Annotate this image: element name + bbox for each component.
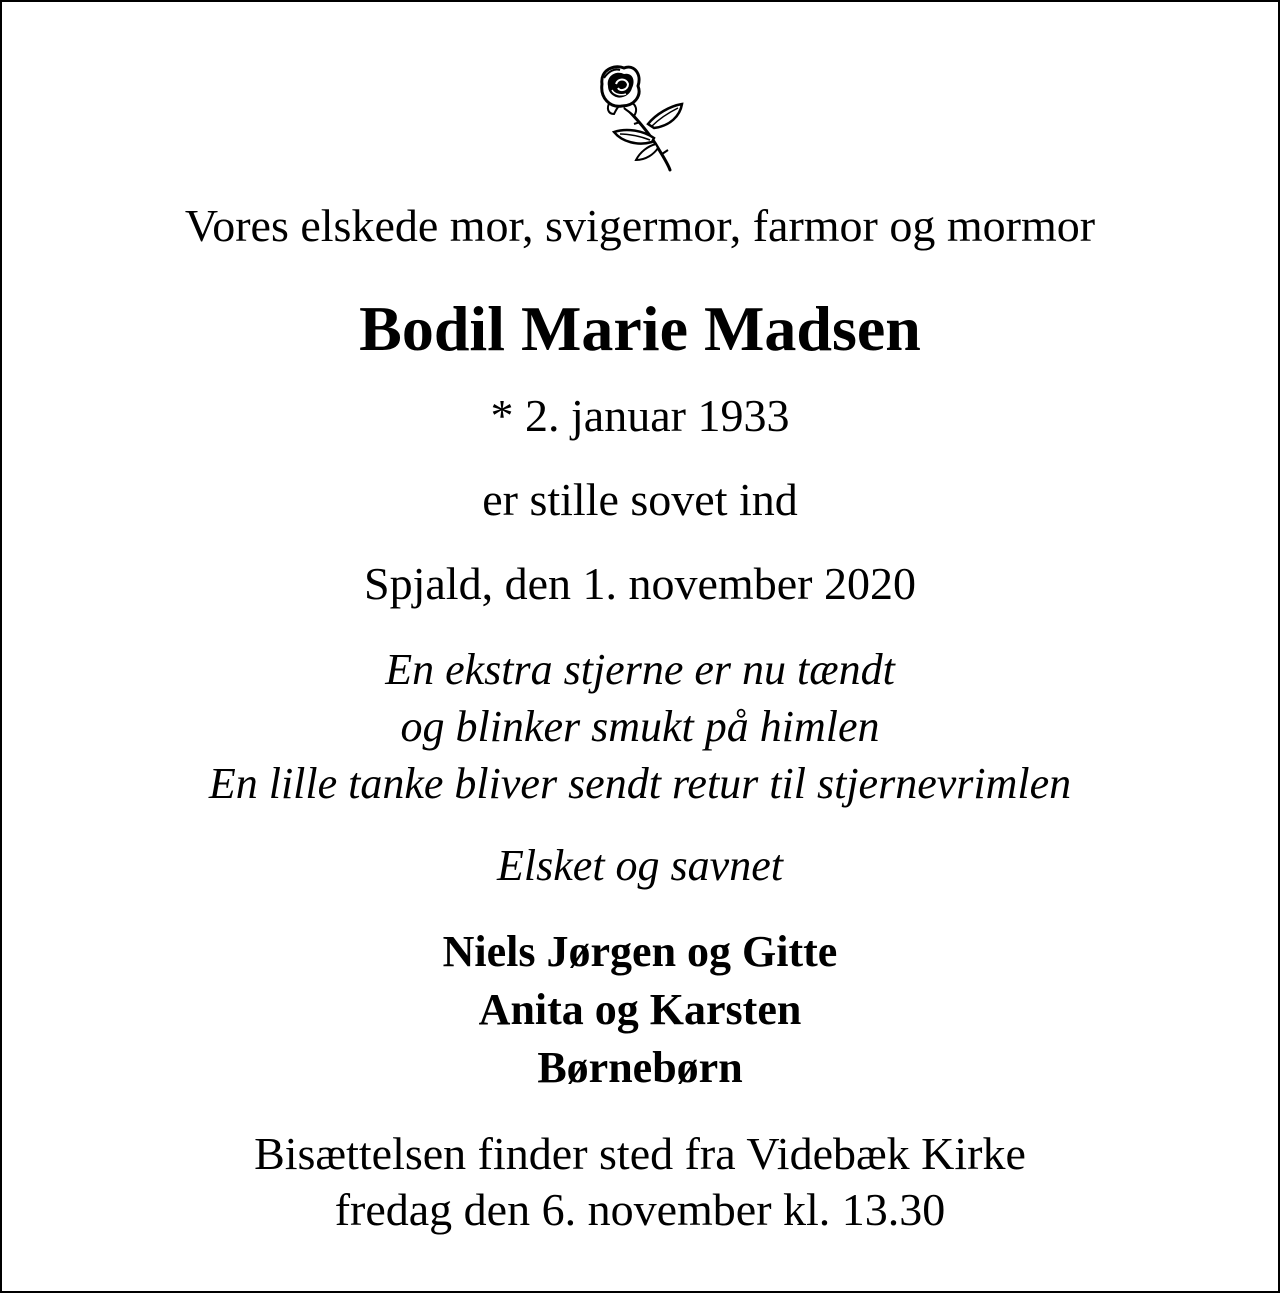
passed-away-text: er stille sovet ind xyxy=(482,474,798,525)
poem-line: En ekstra stjerne er nu tændt xyxy=(385,645,895,694)
family-line: Niels Jørgen og Gitte xyxy=(442,927,838,976)
loved-and-missed: Elsket og savnet xyxy=(497,841,783,890)
poem-line: og blinker smukt på himlen xyxy=(400,702,880,751)
poem xyxy=(2,641,1278,812)
family-line: Børnebørn xyxy=(537,1043,743,1092)
family-names xyxy=(2,923,1278,1097)
intro-text: Vores elskede mor, svigermor, farmor og mormor xyxy=(184,200,1096,251)
funeral-service-info xyxy=(2,1126,1278,1238)
family-line: Anita og Karsten xyxy=(478,985,802,1034)
rose-icon xyxy=(590,62,694,172)
birth-date: * 2. januar 1933 xyxy=(490,390,790,441)
service-line: fredag den 6. november kl. 13.30 xyxy=(334,1184,946,1235)
poem-line: En lille tanke bliver sendt retur til stjernevrimlen xyxy=(208,759,1072,808)
place-and-date: Spjald, den 1. november 2020 xyxy=(364,558,916,609)
service-line: Bisættelsen finder sted fra Videbæk Kirke xyxy=(254,1128,1026,1179)
deceased-name: Bodil Marie Madsen xyxy=(359,293,921,364)
